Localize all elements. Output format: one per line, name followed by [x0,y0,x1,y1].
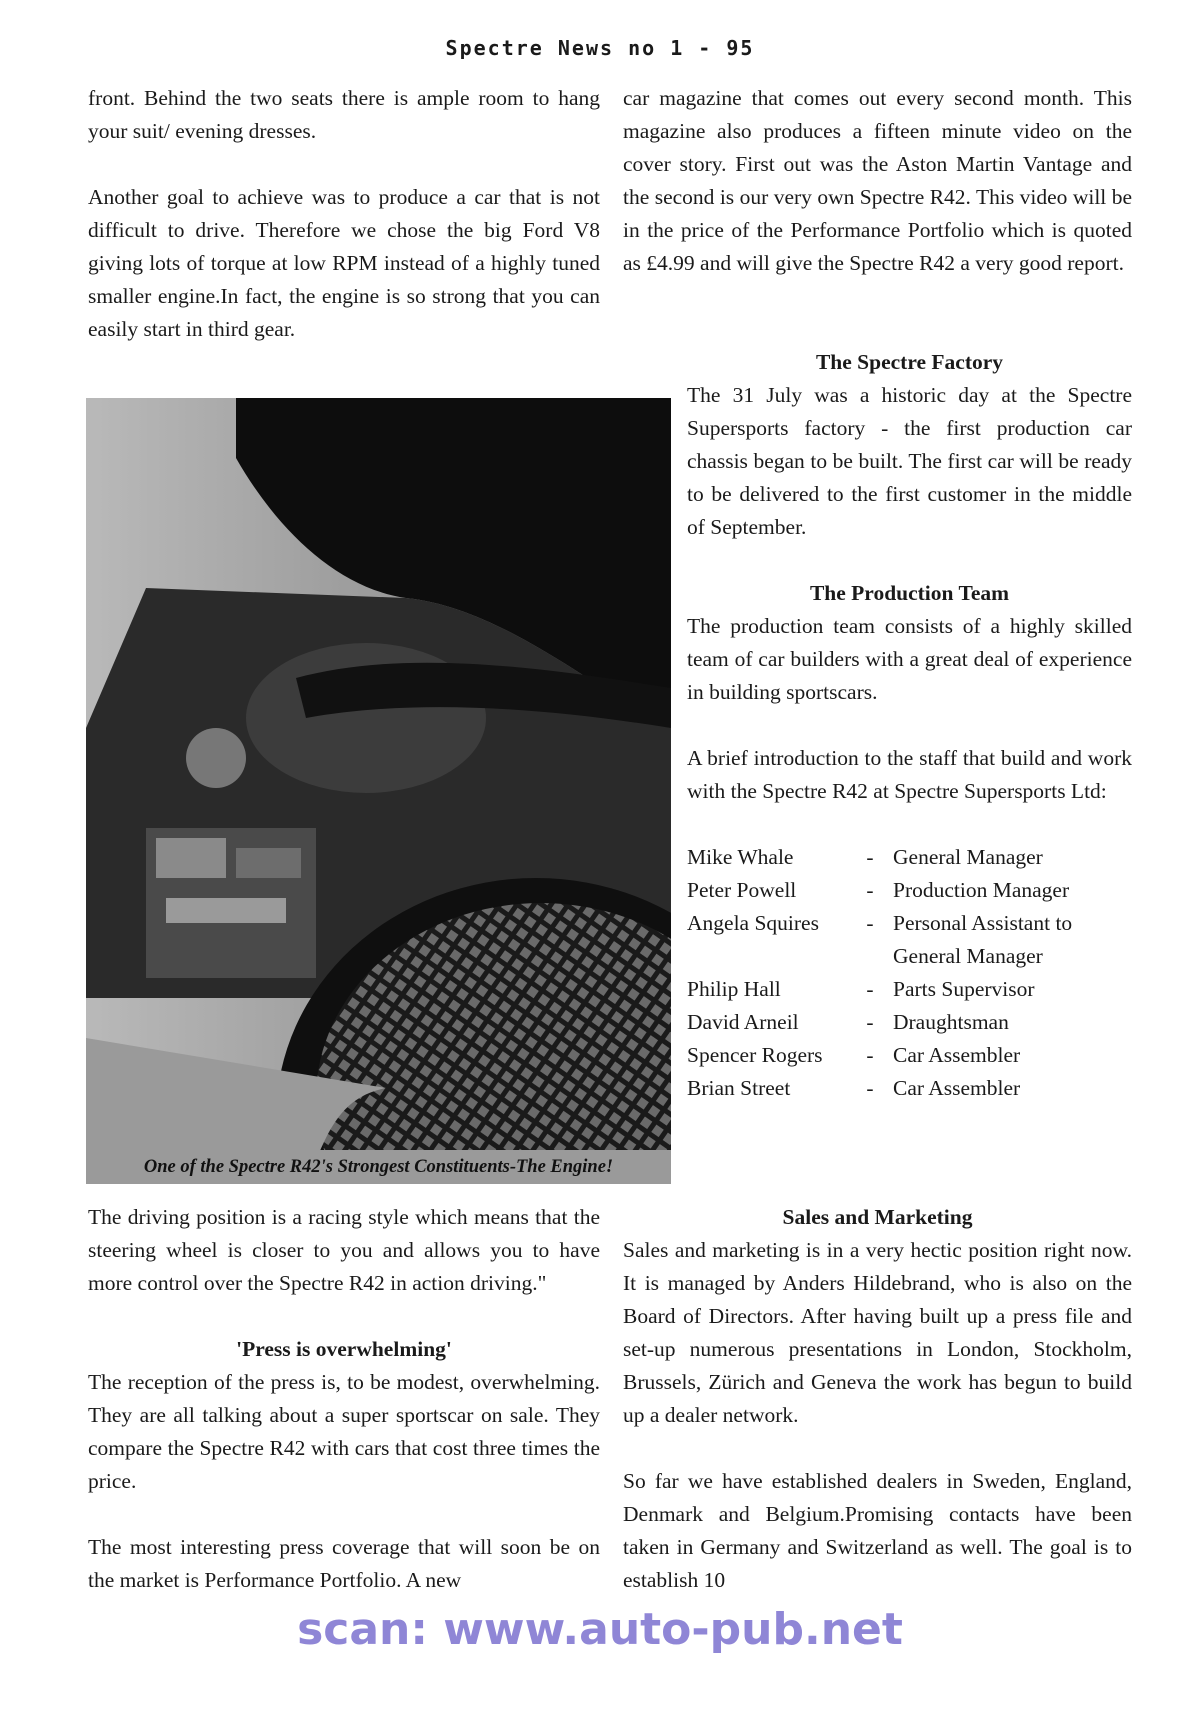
left-column-top [88,82,600,346]
staff-dash: - [866,878,874,902]
right-column-top [623,82,1132,280]
staff-name: Peter Powell [687,878,797,902]
staff-dash: - [866,1010,874,1034]
staff-name: Angela Squires [687,911,819,935]
staff-dash: - [866,1076,874,1100]
paragraph: Sales and marketing is in a very hectic position right now. It is managed by Anders Hildebrand, who is also on the Board of Directors. After having built up a press file and set-up numerous presentations in London, Stockholm, Brussels, Zürich and Geneva the work has begun to build up a dealer network. [623,1238,1132,1427]
staff-row [687,1006,1132,1039]
section-heading: The Production Team [809,581,1010,605]
photo-caption: One of the Spectre R42's Strongest Constituents-The Engine! [86,1150,671,1184]
staff-role: Draughtsman [893,1010,1009,1034]
paragraph: The driving position is a racing style which means that the steering wheel is closer to you and allows you to have more control over the Spectre R42 in action driving." [88,1205,600,1295]
section-heading: Sales and Marketing [782,1205,973,1229]
right-column-bottom [623,1201,1132,1597]
staff-dash: - [866,845,874,869]
staff-row [687,1072,1132,1105]
staff-role: Car Assembler [893,1043,1021,1067]
section-heading: 'Press is overwhelming' [236,1337,452,1361]
staff-name: David Arneil [687,1010,799,1034]
paragraph: The most interesting press coverage that will soon be on the market is Performance Portfolio. A new [88,1535,600,1592]
staff-row [687,973,1132,1006]
paragraph: car magazine that comes out every second month. This magazine also produces a fifteen minute video on the cover story. First out was the Aston Martin Vantage and the second is our very own Spectre R42. This video will be in the price of the Performance Portfolio which is quoted as £4.99 and will give the Spectre R42 a very good report. [623,86,1132,275]
staff-name: Brian Street [687,1076,791,1100]
paragraph: Another goal to achieve was to produce a car that is not difficult to drive. Therefore we chose the big Ford V8 giving lots of torque at low RPM instead of a highly tuned smaller engine.In fact, the engine is so strong that you can easily start in third gear. [88,185,600,341]
page-header: Spectre News no 1 - 95 [445,36,755,60]
right-column-middle [687,346,1132,1105]
paragraph: front. Behind the two seats there is ample room to hang your suit/ evening dresses. [88,86,600,143]
staff-role: Parts Supervisor [893,977,1035,1001]
staff-dash: - [866,977,874,1001]
staff-list [687,841,1132,1105]
engine-photo-image [86,398,671,1184]
staff-name: Spencer Rogers [687,1043,823,1067]
left-column-bottom [88,1201,600,1597]
staff-role: Personal Assistant to General Manager [893,911,1073,968]
staff-name: Mike Whale [687,845,794,869]
staff-row [687,841,1132,874]
staff-dash: - [866,911,874,935]
scan-watermark[interactable]: scan: www.auto-pub.net [297,1604,903,1655]
paragraph: A brief introduction to the staff that build and work with the Spectre R42 at Spectre Supersports Ltd: [687,746,1132,803]
section-heading: The Spectre Factory [815,350,1004,374]
paragraph: The reception of the press is, to be modest, overwhelming. They are all talking about a super sportscar on sale. They compare the Spectre R42 with cars that cost three times the price. [88,1370,600,1493]
paragraph: So far we have established dealers in Sweden, England, Denmark and Belgium.Promising contacts have been taken in Germany and Switzerland as well. The goal is to establish 10 [623,1469,1132,1592]
engine-photo [86,398,671,1184]
staff-role: General Manager [893,845,1043,869]
staff-dash: - [866,1043,874,1067]
staff-row [687,874,1132,907]
paragraph: The production team consists of a highly skilled team of car builders with a great deal of experience in building sportscars. [687,614,1132,704]
staff-role: Car Assembler [893,1076,1021,1100]
staff-role: Production Manager [893,878,1070,902]
staff-name: Philip Hall [687,977,781,1001]
paragraph: The 31 July was a historic day at the Spectre Supersports factory - the first production car chassis began to be built. The first car will be ready to be delivered to the first customer in the middle of September. [687,383,1132,539]
staff-row [687,1039,1132,1072]
staff-row [687,907,1132,973]
